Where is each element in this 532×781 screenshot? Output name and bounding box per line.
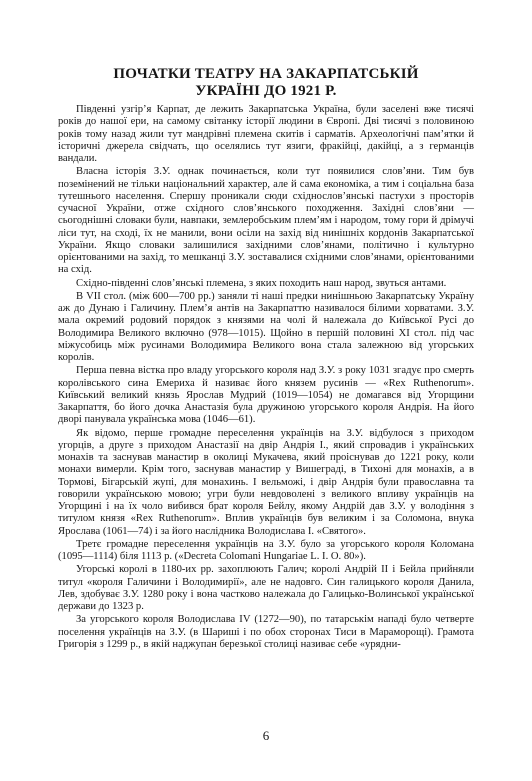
paragraph: Східно-південні слов’янські племена, з яких походить наш народ, звуться антами.: [76, 277, 447, 289]
paragraph: Третє громадне переселення українців на З.У. було за угорського короля Коломана (1095—1114) біля 1113 р. («Decreta Colomani Hungariae L. I. O. 80»).: [58, 538, 474, 562]
paragraph: Перша певна вістка про владу угорського короля над З.У. з року 1031 згадує про смерть королівського сина Емериха й називає його князем русинів — «Rex Ruthenorum». Київський великий князь Ярослав Мудрий (1019—1054) не домагався від Угорщини Закарпаття, бо його дочка Анастазія була дружиною угорського короля Андрія. На його дворі панувала українська мова (1046—61).: [58, 365, 474, 426]
paragraph: За угорського короля Володислава IV (1272—90), по татарськім нападі було четверте поселення українців на З.У. (в Шариші і по обох сторонах Тиси в Мараморощі). Грамота Григорія з 1299 р., в якій наджупан березької столиці називає себе «урядни-: [58, 614, 474, 650]
page-number: 6: [262, 728, 270, 743]
paragraph: Південні узгір’я Карпат, де лежить Закарпатська Україна, були заселені вже тисячі років до нашої ери, на самому світанку історії людини в Європі. Дві тисячі з половиною років тому назад жили тут мандрівні племена скитів і сарматів. Археологічні пам’ятки й історичні джерела свідчать, що оселялись тут язиги, фракійці, дакійці, а з германців вандали.: [58, 104, 474, 164]
paragraph: Угорські королі в 1180-их рр. захоплюють Галич; королі Андрій II і Бейла прийняли титул «короля Галичини і Володимирії», але не надовго. Син галицького короля Данила, Лев, здобуває З.У. 1280 року і вона частково належала до Галицько-Волинської української держави до 1323 р.: [58, 564, 474, 612]
page-title: ПОЧАТКИ ТЕАТРУ НА ЗАКАРПАТСЬКІЙ УКРАЇНІ ДО 1921 Р.: [113, 66, 419, 99]
body-text: [58, 104, 474, 652]
paragraph: Власна історія З.У. однак починається, коли тут появилися слов’яни. Тим був поземінений не тільки національний характер, але й сама економіка, а тим і соціальна база тутешнього населення. Спершу проникали сюди східнослов’янські пастухи з просторів сучасної України, отже східного слов’янського походження. Західні слов’яни — сьогоднішні словаки були, навпаки, землеробським плем’ям і народом, тому гори й дрімучі ліси тут, на сході, їх не манили, вони осіли на захід від нинішніх кордонів Закарпатської України. Якщо словаки залишилися західними слов’янами, політично і культурно орієнтованими на захід, то мешканці З.У. зоставалися східними слов’янами, орієнтованими на схід.: [58, 166, 474, 276]
paragraph: В VII стол. (між 600—700 рр.) заняли ті наші предки нинішньою Закарпатську Україну аж до Дунаю і Галичину. Плем’я антів на Закарпаттю називалося білими хорватами. З.У. мала окремий родовий порядок з князями на чолі й належала до Київської Русі до Володимира Великого включно (978—1015). Щойно в першій половині XI стол. під час міжусобиць між русинами Володимира Великого вона стала залежною від угорських королів.: [58, 290, 474, 363]
paragraph: Як відомо, перше громадне переселення українців на З.У. відбулося з приходом угорців, а друге з приходом Анастазії на двір Андрія I., який спровадив і українських монахів та заснував манастир в околиці Мукачева, який проіснував до 1221 року, коли монахи вимерли. Крім того, заснував манастир у Вишеграді, в Тихоні для монахів, а в Тормові, Бігарській жупі, для монахинь. І вельможі, і двір Андрія були православна та говорили українською мовою; угри були невдоволені з великого впливу українців на Угорщині і на їх чолo вибився брат короля Бейлу, якому Андрій дав З.У. у володіння з титулом князя «Rex Ruthenorum». Вплив українців був великим і за Соломона, внука Ярослава (1061—74) і за його наслідника Володислава I. «Святого».: [58, 427, 474, 537]
